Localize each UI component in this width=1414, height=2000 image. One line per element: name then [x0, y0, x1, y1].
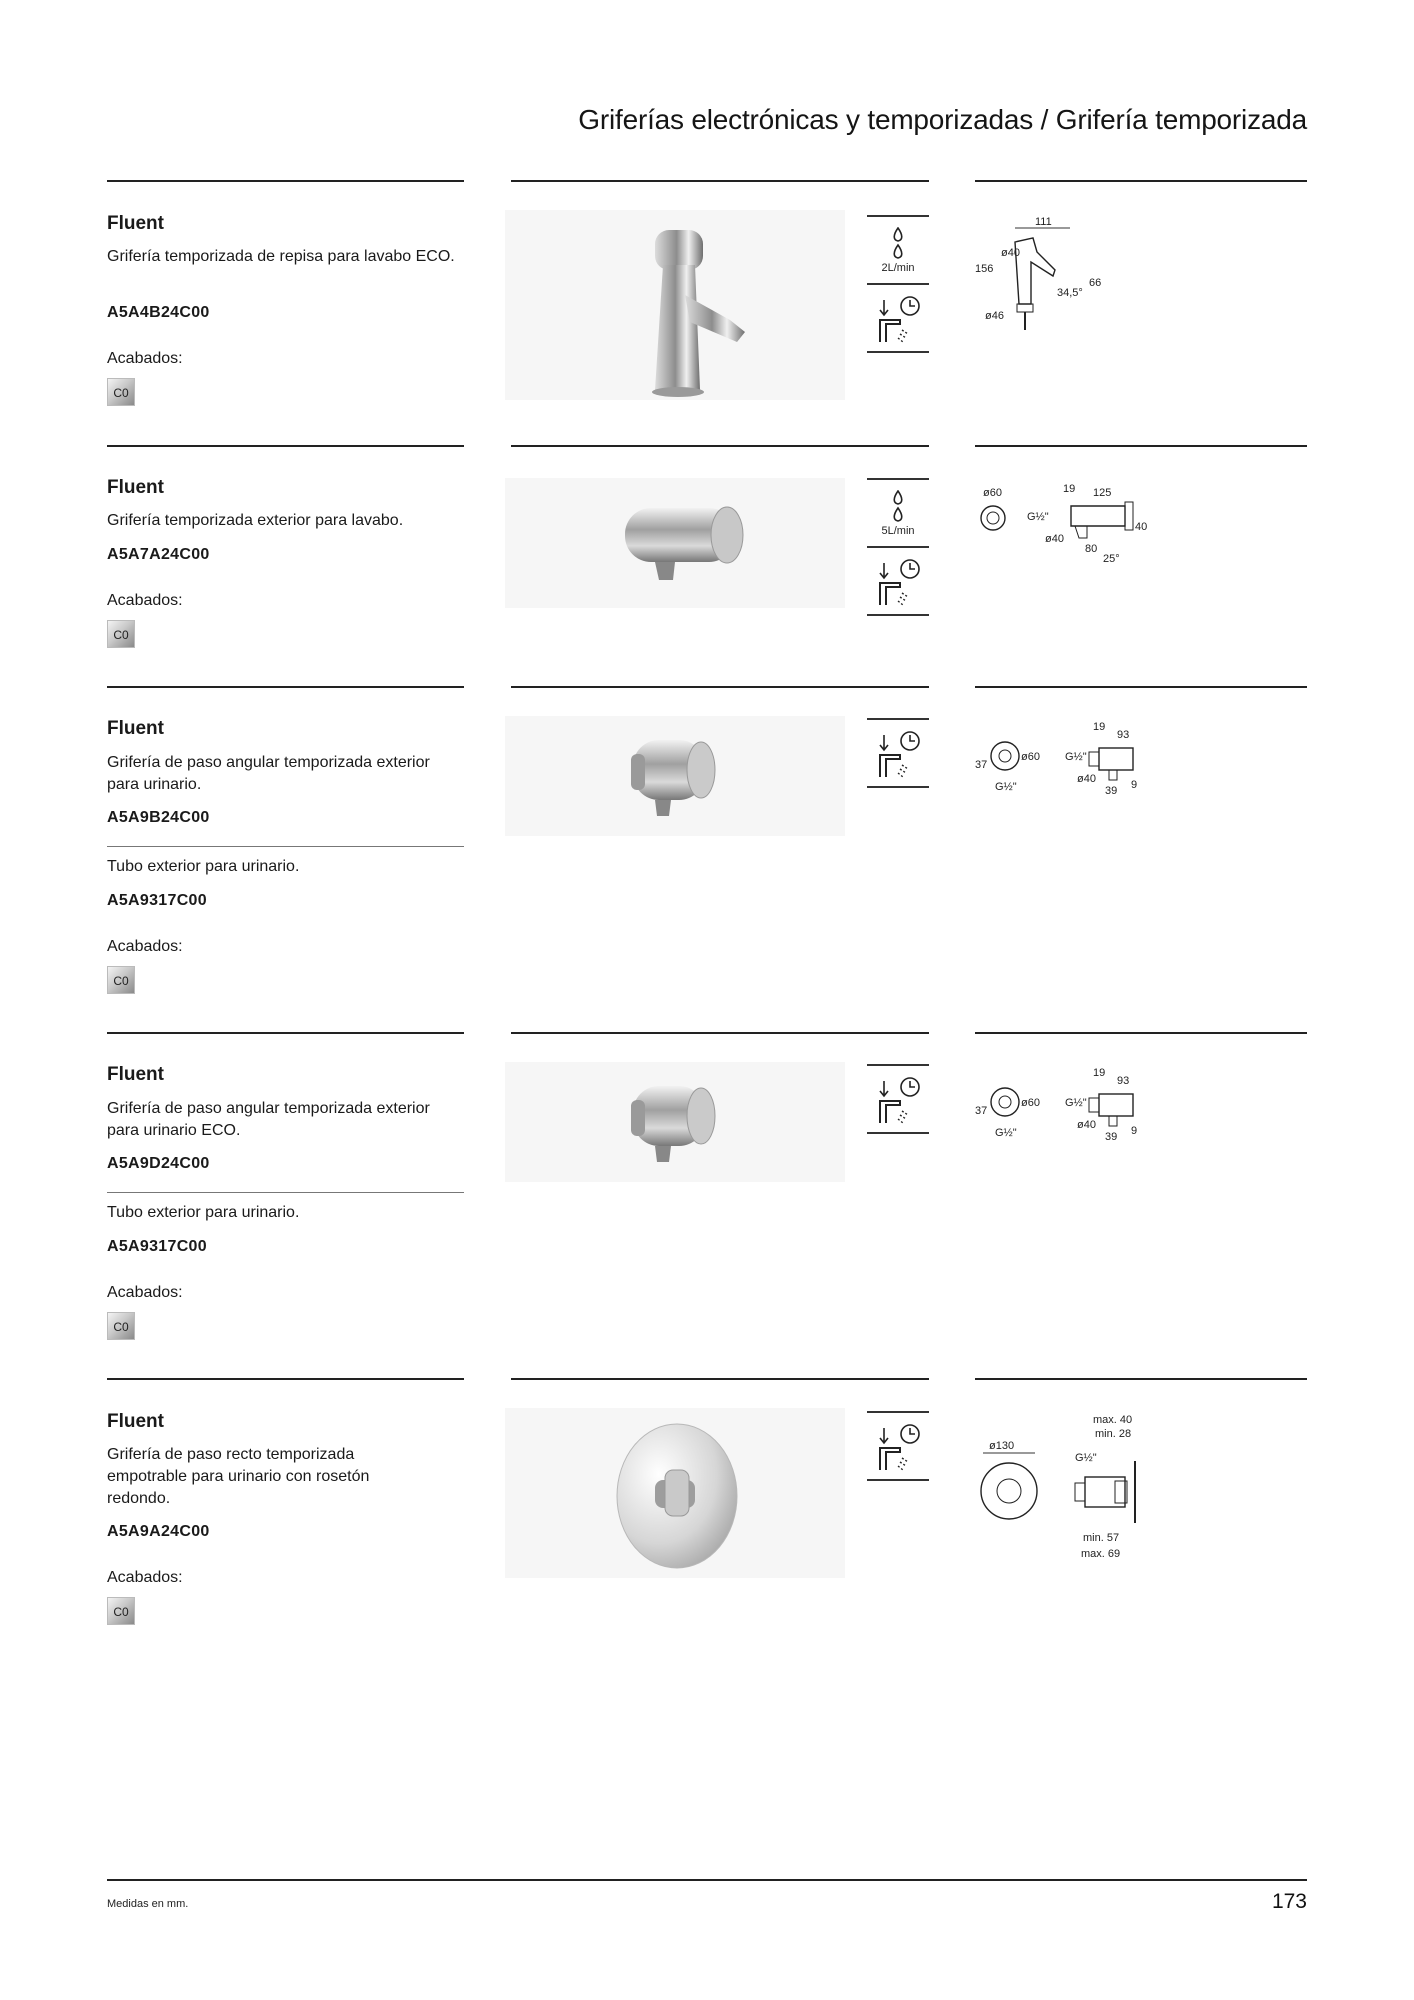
feature-icons — [867, 1064, 929, 1134]
product-photo — [505, 478, 845, 608]
dimension-label: max. 40 — [1093, 1414, 1133, 1426]
product-description: Grifería temporizada exterior para lavabo. — [107, 512, 404, 529]
dimension-label: 93 — [1117, 729, 1130, 741]
dimension-label: 37 — [975, 1105, 988, 1117]
finish-swatch[interactable]: C0 — [107, 620, 135, 648]
dimension-label: 93 — [1117, 1075, 1130, 1087]
water-drops-icon — [867, 215, 929, 283]
dimension-label: min. 57 — [1083, 1532, 1120, 1544]
dimension-label: 156 — [975, 263, 994, 275]
product-name: Fluent — [107, 1064, 164, 1085]
dimension-label: 40 — [1135, 521, 1148, 533]
dimension-label: ø60 — [1021, 751, 1040, 763]
divider — [511, 1032, 929, 1034]
product-description: Grifería temporizada de repisa para lavabo ECO. — [107, 248, 455, 265]
feature-icons — [867, 215, 929, 353]
dimension-label: 66 — [1089, 277, 1102, 289]
dimension-label: 125 — [1093, 487, 1112, 499]
water-drops-icon — [867, 478, 929, 546]
finishes-label: Acabados: — [107, 350, 183, 367]
page-number: 173 — [1271, 1890, 1307, 1913]
finishes-label: Acabados: — [107, 1284, 183, 1301]
timed-faucet-icon — [867, 1411, 929, 1481]
dimension-label: G½" — [995, 1127, 1017, 1139]
finishes-label: Acabados: — [107, 1569, 183, 1586]
product-description: Grifería de paso recto temporizada empotrable para urinario con rosetón redondo. — [107, 1446, 370, 1507]
product-photo — [505, 716, 845, 836]
timed-faucet-icon — [867, 546, 929, 616]
technical-drawing — [975, 212, 1115, 332]
feature-icons — [867, 478, 929, 616]
divider — [107, 846, 464, 847]
dimension-label: ø40 — [1045, 533, 1064, 545]
feature-icons — [867, 1411, 929, 1481]
divider — [975, 1378, 1307, 1380]
footer-note: Medidas en mm. — [107, 1898, 189, 1910]
product-name: Fluent — [107, 1411, 164, 1432]
dimension-label: ø60 — [983, 487, 1002, 499]
dimension-label: 37 — [975, 759, 988, 771]
technical-drawing — [975, 1411, 1165, 1571]
product-code: A5A4B24C00 — [107, 304, 210, 321]
product-description: Grifería de paso angular temporizada exterior para urinario. — [107, 754, 430, 793]
dimension-label: 19 — [1093, 1067, 1106, 1079]
divider — [107, 686, 464, 688]
divider — [511, 1378, 929, 1380]
dimension-label: G½" — [995, 781, 1017, 793]
finish-swatch[interactable]: C0 — [107, 378, 135, 406]
product-code: A5A9D24C00 — [107, 1155, 210, 1172]
product-photo — [505, 210, 845, 400]
dimension-label: 25° — [1103, 553, 1120, 565]
dimension-label: 80 — [1085, 543, 1098, 555]
dimension-label: ø40 — [1001, 247, 1020, 259]
product-name: Fluent — [107, 213, 164, 234]
dimension-label: G½" — [1065, 751, 1087, 763]
divider — [107, 1378, 464, 1380]
timed-faucet-icon — [867, 1064, 929, 1134]
divider — [511, 445, 929, 447]
flow-rate: 5L/min — [881, 524, 915, 537]
product-name: Fluent — [107, 477, 164, 498]
product-code: A5A9B24C00 — [107, 809, 210, 826]
divider — [511, 180, 929, 182]
divider — [975, 1032, 1307, 1034]
divider — [107, 1192, 464, 1193]
divider — [975, 180, 1307, 182]
dimension-label: G½" — [1065, 1097, 1087, 1109]
dimension-label: ø46 — [985, 310, 1004, 322]
flow-rate: 2L/min — [881, 261, 915, 274]
dimension-label: 19 — [1063, 483, 1076, 495]
finishes-label: Acabados: — [107, 938, 183, 955]
dimension-label: ø40 — [1077, 1119, 1096, 1131]
technical-drawing — [975, 478, 1155, 568]
dimension-label: G½" — [1027, 511, 1049, 523]
dimension-label: 9 — [1131, 779, 1138, 791]
dimension-label: max. 69 — [1081, 1548, 1121, 1560]
product-name: Fluent — [107, 718, 164, 739]
finish-swatch[interactable]: C0 — [107, 966, 135, 994]
timed-faucet-icon — [867, 718, 929, 788]
dimension-label: 34,5° — [1057, 287, 1083, 299]
product-description: Grifería de paso angular temporizada exterior para urinario ECO. — [107, 1100, 430, 1139]
divider — [975, 445, 1307, 447]
product-code: A5A9A24C00 — [107, 1523, 210, 1540]
dimension-label: 111 — [1035, 216, 1052, 228]
timed-faucet-icon — [867, 283, 929, 353]
dimension-label: G½" — [1075, 1452, 1097, 1464]
technical-drawing — [975, 718, 1155, 808]
accessory-code: A5A9317C00 — [107, 892, 207, 909]
accessory-description: Tubo exterior para urinario. — [107, 1204, 300, 1221]
feature-icons — [867, 718, 929, 788]
product-photo — [505, 1062, 845, 1182]
accessory-description: Tubo exterior para urinario. — [107, 858, 300, 875]
accessory-code: A5A9317C00 — [107, 1238, 207, 1255]
divider — [107, 445, 464, 447]
dimension-label: 39 — [1105, 785, 1118, 797]
divider — [511, 686, 929, 688]
product-photo — [505, 1408, 845, 1578]
finish-swatch[interactable]: C0 — [107, 1312, 135, 1340]
finish-swatch[interactable]: C0 — [107, 1597, 135, 1625]
dimension-label: 9 — [1131, 1125, 1138, 1137]
divider — [107, 1032, 464, 1034]
technical-drawing — [975, 1064, 1155, 1154]
divider — [975, 686, 1307, 688]
dimension-label: min. 28 — [1095, 1428, 1132, 1440]
page-title: Griferías electrónicas y temporizadas / Grifería temporizada — [578, 104, 1307, 135]
dimension-label: ø60 — [1021, 1097, 1040, 1109]
dimension-label: 39 — [1105, 1131, 1118, 1143]
divider — [107, 180, 464, 182]
dimension-label: ø40 — [1077, 773, 1096, 785]
finishes-label: Acabados: — [107, 592, 183, 609]
product-code: A5A7A24C00 — [107, 546, 210, 563]
dimension-label: ø130 — [989, 1440, 1015, 1452]
footer-divider — [107, 1879, 1307, 1881]
dimension-label: 19 — [1093, 721, 1106, 733]
